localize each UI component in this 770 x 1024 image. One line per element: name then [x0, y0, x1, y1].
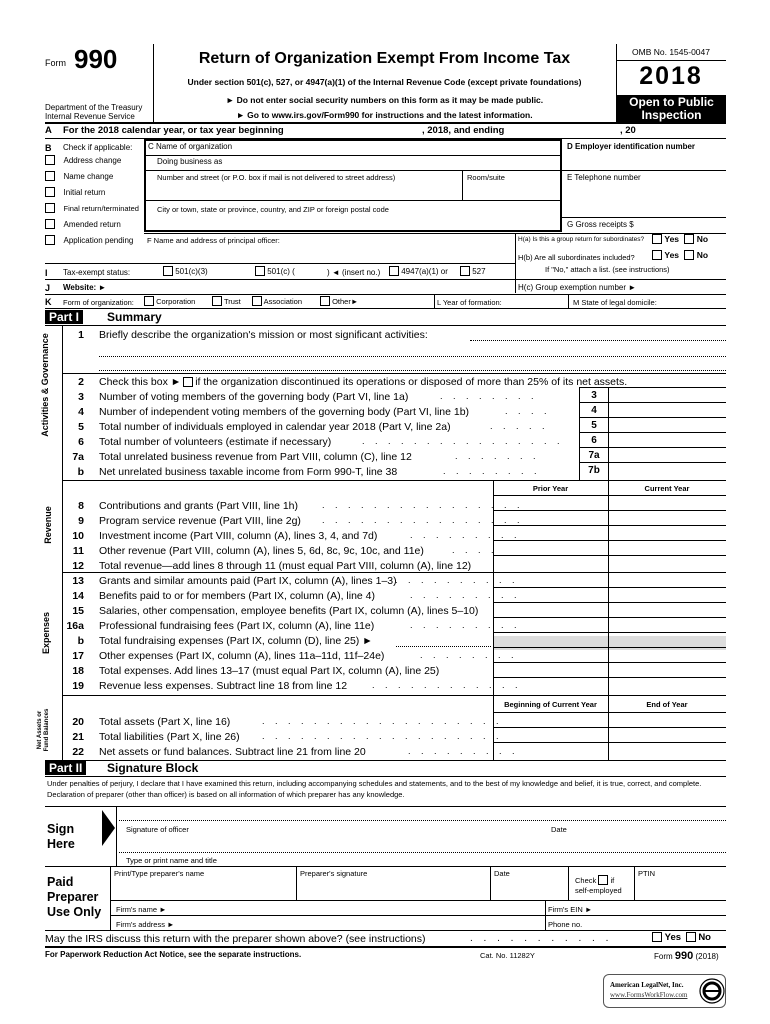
- line-8-text: Contributions and grants (Part VIII, line 1h): [99, 500, 299, 512]
- officer-signature-label: Signature of officer: [126, 825, 189, 834]
- line-21-num: 21: [72, 731, 84, 743]
- row-a-letter: A: [45, 125, 52, 136]
- discuss-question: May the IRS discuss this return with the preparer shown above? (see instructions): [45, 933, 426, 945]
- line-5-dots: . . . . .: [490, 421, 549, 431]
- footer-form-label: Form: [654, 952, 673, 961]
- line-21-text: Total liabilities (Part X, line 26): [99, 731, 240, 743]
- instruction-ssn: ► Do not enter social security numbers on this form as it may be made public.: [225, 95, 544, 105]
- form-number: 990: [74, 44, 118, 74]
- website-field[interactable]: Website: ►: [63, 283, 107, 292]
- mission-field[interactable]: [470, 340, 726, 341]
- line-6-text: Total number of volunteers (estimate if necessary): [99, 436, 332, 448]
- line-11-text: Other revenue (Part VIII, column (A), lines 5, 6d, 8c, 9c, 10c, and 11e): [99, 545, 424, 557]
- line-8-dots: . . . . . . . . . . . . . . . .: [322, 500, 524, 510]
- current-year-header: Current Year: [644, 484, 690, 493]
- name-change-label: Name change: [63, 172, 114, 181]
- h-a-no-label: No: [696, 234, 709, 244]
- telephone-field[interactable]: E Telephone number: [567, 173, 641, 182]
- city-state-zip-field[interactable]: City or town, state or province, country, and ZIP or foreign postal code: [157, 205, 389, 214]
- status-4947-label: 4947(a)(1) or: [401, 267, 448, 276]
- name-change-checkbox[interactable]: [45, 171, 55, 181]
- association-label: Association: [263, 297, 303, 306]
- officer-signature-field[interactable]: [119, 820, 726, 821]
- footer-form-id: [654, 950, 719, 962]
- line-8-num: 8: [78, 500, 84, 512]
- final-return-checkbox[interactable]: [45, 203, 55, 213]
- firm-ein-field[interactable]: Firm's EIN ►: [548, 905, 593, 914]
- h-a-no-checkbox[interactable]: [684, 234, 694, 244]
- discuss-yes-checkbox[interactable]: [652, 932, 662, 942]
- line-16a-dots: . . . . . . . . .: [410, 620, 521, 630]
- amended-return-checkbox[interactable]: [45, 219, 55, 229]
- discuss-yes-label: Yes: [664, 932, 682, 943]
- line-22-num: 22: [72, 746, 84, 758]
- discuss-no-checkbox[interactable]: [686, 932, 696, 942]
- line-19-dots: . . . . . . . . . . . .: [372, 680, 522, 690]
- row-a-end: , 20: [620, 125, 636, 136]
- line-15-text: Salaries, other compensation, employee benefits (Part IX, column (A), lines 5–10): [99, 605, 479, 617]
- application-pending-label: Application pending: [63, 236, 134, 245]
- final-return-row[interactable]: [45, 203, 139, 219]
- line-15-num: 15: [72, 605, 84, 617]
- line-2-suffix: if the organization discontinued its operations or disposed of more than 25% of its net assets.: [195, 376, 628, 388]
- line-6-num: 6: [78, 436, 84, 448]
- h-b-yes-checkbox[interactable]: [652, 250, 662, 260]
- org-trust[interactable]: [212, 296, 241, 306]
- line-7b-dots: . . . . . . . .: [443, 466, 541, 476]
- address-change-label: Address change: [63, 156, 122, 165]
- line-20-text: Total assets (Part X, line 16): [99, 716, 231, 728]
- line-17-text: Other expenses (Part IX, column (A), lines 11a–11d, 11f–24e): [99, 650, 385, 662]
- street-field[interactable]: Number and street (or P.O. box if mail is not delivered to street address): [157, 173, 396, 182]
- footer-form-number: 990: [674, 950, 694, 962]
- omb-number: OMB No. 1545-0047: [632, 47, 710, 57]
- line-17-num: 17: [72, 650, 84, 662]
- name-change-row[interactable]: [45, 171, 139, 187]
- tax-exempt-label: Tax-exempt status:: [63, 268, 131, 277]
- line-2-prefix: Check this box ►: [99, 376, 182, 388]
- line-5-num: 5: [78, 421, 84, 433]
- line-19-text: Revenue less expenses. Subtract line 18 from line 12: [99, 680, 348, 692]
- line-11-dots: . . . .: [452, 545, 498, 555]
- line-14-text: Benefits paid to or for members (Part IX, column (A), line 4): [99, 590, 376, 602]
- address-change-row[interactable]: [45, 155, 139, 171]
- line-16a-text: Professional fundraising fees (Part IX, column (A), line 11e): [99, 620, 375, 632]
- row-a-mid: , 2018, and ending: [422, 125, 505, 136]
- line-16a-num: 16a: [66, 620, 84, 632]
- self-employed-label: self-employed: [575, 886, 622, 895]
- officer-name-field[interactable]: [119, 852, 726, 853]
- status-501c3[interactable]: [163, 266, 208, 276]
- status-527-checkbox[interactable]: [460, 266, 470, 276]
- line-6-box: 6: [591, 435, 597, 446]
- fundraising-total-field[interactable]: [396, 646, 491, 647]
- discuss-no-label: No: [698, 932, 711, 943]
- status-501c[interactable]: [255, 266, 295, 276]
- self-employed-option[interactable]: [575, 875, 614, 885]
- line-5-text: Total number of individuals employed in calendar year 2018 (Part V, line 2a): [99, 421, 451, 433]
- form-label: Form: [45, 58, 66, 68]
- application-pending-row[interactable]: [45, 235, 139, 251]
- status-501c-checkbox[interactable]: [255, 266, 265, 276]
- line-1-text: Briefly describe the organization's mission or most significant activities:: [99, 329, 428, 341]
- row-k-letter: K: [45, 297, 52, 307]
- paperwork-notice: For Paperwork Reduction Act Notice, see the separate instructions.: [45, 950, 302, 959]
- ein-field[interactable]: D Employer identification number: [567, 142, 696, 151]
- form-of-org-label: Form of organization:: [63, 298, 134, 307]
- gross-receipts-field[interactable]: G Gross receipts $: [567, 220, 634, 229]
- phone-field[interactable]: Phone no.: [548, 920, 583, 929]
- irs-label: Internal Revenue Service: [45, 112, 135, 121]
- part-ii-tag: Part II: [45, 761, 86, 775]
- h-a-label: H(a) Is this a group return for subordinates?: [518, 236, 645, 243]
- line-7b-box: 7b: [588, 465, 600, 476]
- firm-address-field[interactable]: Firm's address ►: [116, 920, 175, 929]
- line-4-box: 4: [591, 405, 597, 416]
- sign-label: Sign: [47, 822, 75, 836]
- line-9-text: Program service revenue (Part VIII, line 2g): [99, 515, 301, 527]
- line-7a-box: 7a: [588, 450, 600, 461]
- line-20-dots: . . . . . . . . . . . . . . . . . . .: [262, 716, 503, 726]
- end-year-header: End of Year: [646, 700, 688, 709]
- part-i-title: Summary: [107, 310, 162, 324]
- line-12-num: 12: [72, 560, 84, 572]
- line-18-text: Total expenses. Add lines 13–17 (must equal Part IX, column (A), line 25): [99, 665, 440, 677]
- status-527-label: 527: [472, 267, 486, 276]
- line-12-text: Total revenue—add lines 8 through 11 (must equal Part VIII, column (A), line 12): [99, 560, 472, 572]
- firm-name-field[interactable]: Firm's name ►: [116, 905, 167, 914]
- dba-field[interactable]: Doing business as: [157, 157, 223, 166]
- corporation-label: Corporation: [156, 297, 196, 306]
- status-501c-label: 501(c) (: [267, 267, 295, 276]
- group-exemption-field[interactable]: H(c) Group exemption number ►: [518, 283, 637, 292]
- line-3-dots: . . . . . . . .: [440, 391, 538, 401]
- line-22-text: Net assets or fund balances. Subtract line 21 from line 20: [99, 746, 366, 758]
- side-label-net-assets: Net Assets or Fund Balances: [37, 708, 50, 752]
- line-13-text: Grants and similar amounts paid (Part IX, column (A), lines 1–3): [99, 575, 397, 587]
- line-2-num: 2: [78, 376, 84, 388]
- row-a-text: For the 2018 calendar year, or tax year beginning: [63, 125, 284, 136]
- trust-label: Trust: [223, 297, 241, 306]
- line-10-dots: . . . . . . . . .: [410, 530, 521, 540]
- part-ii-title: Signature Block: [107, 761, 199, 775]
- h-b-yes-label: Yes: [664, 250, 680, 260]
- part-i-tag: Part I: [45, 310, 83, 324]
- status-4947-checkbox[interactable]: [389, 266, 399, 276]
- h-b-options: [652, 250, 708, 260]
- preparer-label: Preparer: [47, 890, 99, 904]
- h-b-no-checkbox[interactable]: [684, 250, 694, 260]
- discuss-dots: . . . . . . . . . . .: [470, 933, 613, 944]
- h-b-no-label: No: [696, 250, 709, 260]
- year-formation-field[interactable]: L Year of formation:: [437, 298, 502, 307]
- open-to-public-badge: [617, 95, 726, 122]
- org-corporation[interactable]: [144, 296, 195, 306]
- ptin-field[interactable]: PTIN: [638, 869, 656, 878]
- use-only-label: Use Only: [47, 905, 102, 919]
- line-16b-num: b: [77, 635, 84, 647]
- room-suite-field[interactable]: Room/suite: [467, 173, 505, 182]
- org-association[interactable]: [252, 296, 302, 306]
- line-6-dots: . . . . . . . . . . . . . . . .: [362, 436, 564, 446]
- footer-year: (2018): [695, 952, 719, 961]
- amended-return-label: Amended return: [63, 220, 121, 229]
- h-a-yes-label: Yes: [664, 234, 680, 244]
- initial-return-checkbox[interactable]: [45, 187, 55, 197]
- line-3-box: 3: [591, 390, 597, 401]
- cat-number: Cat. No. 11282Y: [480, 951, 535, 960]
- perjury-statement: Under penalties of perjury, I declare that I have examined this return, including accompanying schedules and statements, and to the best of my knowledge and belief, it is true, correct, and complete. Declaration of preparer (other than officer) is based on all information of which preparer has any knowledge.: [47, 779, 702, 799]
- preparer-date-field[interactable]: Date: [494, 869, 510, 878]
- form-subtitle: Under section 501(c), 527, or 4947(a)(1) of the Internal Revenue Code (except private foundations): [187, 77, 582, 87]
- h-b-note: If "No," attach a list. (see instructions): [545, 265, 670, 274]
- org-info-box: [144, 139, 562, 232]
- h-a-yes-checkbox[interactable]: [652, 234, 662, 244]
- status-501c3-checkbox[interactable]: [163, 266, 173, 276]
- here-label: Here: [47, 837, 75, 851]
- h-b-label: H(b) Are all subordinates included?: [518, 253, 635, 262]
- line-7b-num: b: [77, 466, 84, 478]
- open-label: Open to Public: [629, 95, 714, 109]
- line-7a-dots: . . . . . . .: [455, 451, 540, 461]
- side-label-activities: Activities & Governance: [40, 333, 50, 437]
- line-13-dots: . . . . . . . . . .: [395, 575, 519, 585]
- legal-domicile-field[interactable]: M State of legal domicile:: [573, 298, 657, 307]
- beginning-year-header: Beginning of Current Year: [504, 700, 597, 709]
- line-20-num: 20: [72, 716, 84, 728]
- line-3-text: Number of voting members of the governing body (Part VI, line 1a): [99, 391, 409, 403]
- line-5-box: 5: [591, 420, 597, 431]
- self-employed-checkbox[interactable]: [598, 875, 608, 885]
- line-10-num: 10: [72, 530, 84, 542]
- line-4-num: 4: [78, 406, 84, 418]
- status-4947[interactable]: [389, 266, 448, 276]
- officer-name-label: Type or print name and title: [126, 856, 217, 865]
- discuss-options: [652, 932, 711, 943]
- address-change-checkbox[interactable]: [45, 155, 55, 165]
- stamp-logo-icon: [699, 978, 725, 1004]
- status-527[interactable]: [460, 266, 486, 276]
- inspection-label: Inspection: [641, 108, 702, 122]
- line-14-dots: . . . . . . . . .: [410, 590, 521, 600]
- row-i-letter: I: [45, 268, 48, 278]
- stamp-url: www.FormsWorkFlow.com: [610, 991, 688, 999]
- line-7a-text: Total unrelated business revenue from Part VIII, column (C), line 12: [99, 451, 412, 463]
- instruction-website: ► Go to www.irs.gov/Form990 for instructions and the latest information.: [236, 110, 533, 120]
- insert-no-label: ) ◄ (insert no.): [327, 268, 381, 277]
- org-other[interactable]: [320, 296, 358, 306]
- final-return-label: Final return/terminated: [63, 204, 139, 213]
- line-9-dots: . . . . . . . . . . . . . . . .: [322, 515, 524, 525]
- h-a-options: [652, 234, 708, 244]
- discontinued-checkbox[interactable]: [183, 377, 193, 387]
- initial-return-row[interactable]: [45, 187, 139, 203]
- stamp-company: American LegalNet, Inc.: [610, 981, 684, 989]
- if-label: if: [610, 876, 615, 885]
- org-name-field[interactable]: C Name of organization: [148, 142, 233, 151]
- initial-return-label: Initial return: [63, 188, 106, 197]
- other-label: Other►: [332, 297, 359, 306]
- association-checkbox[interactable]: [252, 296, 262, 306]
- line-11-num: 11: [72, 545, 84, 557]
- line-7b-text: Net unrelated business taxable income from Form 990-T, line 38: [99, 466, 398, 478]
- side-label-expenses: Expenses: [41, 611, 51, 655]
- trust-checkbox[interactable]: [212, 296, 222, 306]
- line-7a-num: 7a: [72, 451, 84, 463]
- officer-date-label: Date: [551, 825, 567, 834]
- line-16b-text: Total fundraising expenses (Part IX, column (D), line 25) ►: [99, 635, 373, 647]
- preparer-name-field[interactable]: Print/Type preparer's name: [114, 869, 205, 878]
- corporation-checkbox[interactable]: [144, 296, 154, 306]
- line-9-num: 9: [78, 515, 84, 527]
- line-13-num: 13: [72, 575, 84, 587]
- tax-year: 2018: [639, 62, 703, 90]
- row-b-label: Check if applicable:: [63, 143, 133, 152]
- line-10-text: Investment income (Part VIII, column (A), lines 3, 4, and 7d): [99, 530, 378, 542]
- row-b-letter: B: [45, 143, 52, 153]
- line-14-num: 14: [72, 590, 84, 602]
- dept-label: Department of the Treasury: [45, 103, 143, 112]
- line-21-dots: . . . . . . . . . . . . . . . . . . .: [262, 731, 503, 741]
- application-pending-checkbox[interactable]: [45, 235, 55, 245]
- check-label: Check: [575, 876, 597, 885]
- line-4-dots: . . . .: [505, 406, 551, 416]
- status-501c3-label: 501(c)(3): [175, 267, 208, 276]
- legalnet-stamp: [603, 974, 726, 1008]
- line-1-num: 1: [78, 329, 84, 341]
- principal-officer-field[interactable]: F Name and address of principal officer:: [147, 236, 280, 245]
- paid-label: Paid: [47, 875, 74, 889]
- line-19-num: 19: [72, 680, 84, 692]
- line-18-num: 18: [72, 665, 84, 677]
- line-17-dots: . . . . . . . .: [420, 650, 518, 660]
- preparer-signature-field[interactable]: Preparer's signature: [300, 869, 368, 878]
- line-22-dots: . . . . . . . . .: [408, 746, 519, 756]
- side-label-revenue: Revenue: [43, 506, 53, 544]
- amended-return-row[interactable]: [45, 219, 139, 235]
- line-4-text: Number of independent voting members of the governing body (Part VI, line 1b): [99, 406, 470, 418]
- line-2-text: [99, 376, 627, 388]
- line-3-num: 3: [78, 391, 84, 403]
- form-title: Return of Organization Exempt From Income Tax: [198, 50, 571, 67]
- other-checkbox[interactable]: [320, 296, 330, 306]
- prior-year-header: Prior Year: [532, 484, 569, 493]
- row-j-letter: J: [45, 283, 51, 293]
